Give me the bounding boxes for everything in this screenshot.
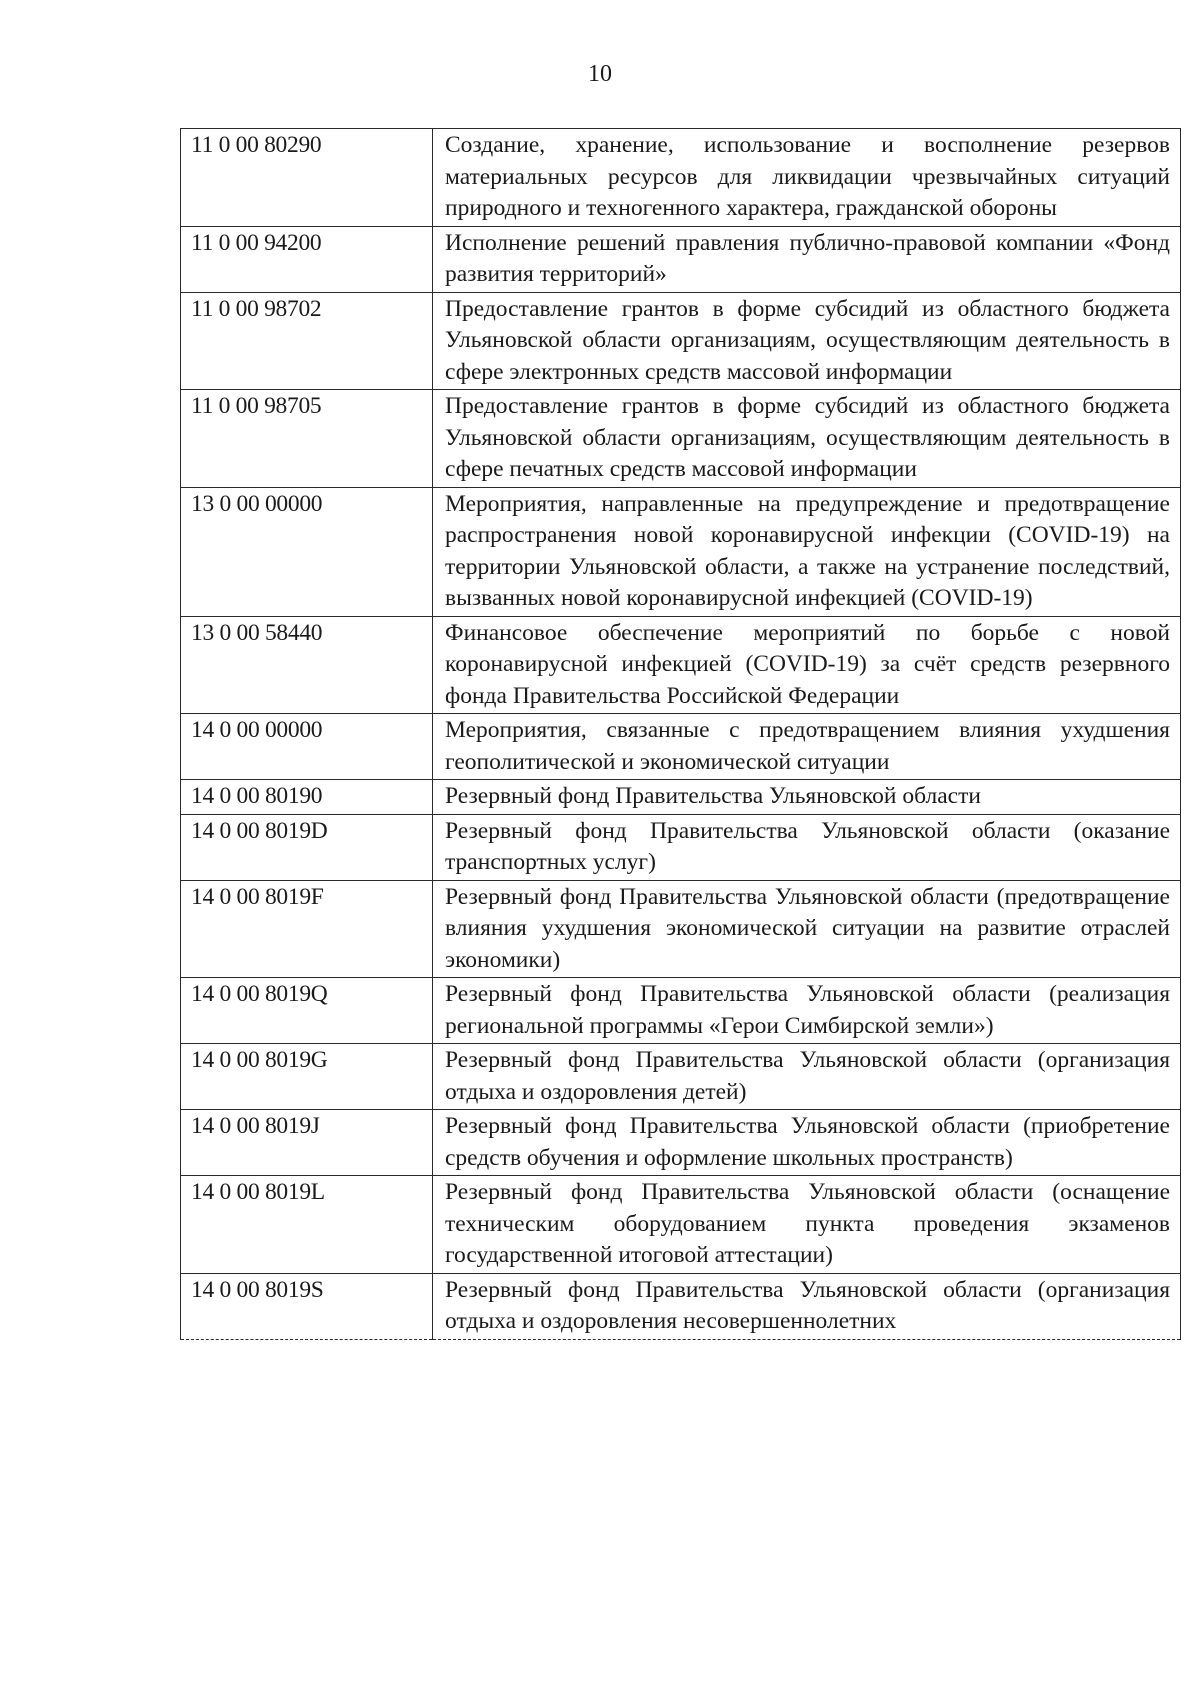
description-cell: Создание, хранение, использование и восполнение резервов материальных ресурсов для ликвидации чрезвычайных ситуаций природного и техногенного характера, гражданской обороны bbox=[433, 129, 1181, 227]
budget-code-cell: 14 0 00 8019F bbox=[181, 880, 433, 978]
budget-code-cell: 14 0 00 8019L bbox=[181, 1176, 433, 1274]
table-row bbox=[181, 1176, 1181, 1274]
budget-code-cell: 14 0 00 8019J bbox=[181, 1110, 433, 1176]
table-row bbox=[181, 390, 1181, 488]
table-row bbox=[181, 226, 1181, 292]
table-row bbox=[181, 129, 1181, 227]
description-cell: Резервный фонд Правительства Ульяновской области bbox=[433, 780, 1181, 815]
budget-code-cell: 14 0 00 00000 bbox=[181, 714, 433, 780]
budget-code-table bbox=[180, 128, 1181, 1340]
table-row bbox=[181, 880, 1181, 978]
budget-code-cell: 11 0 00 80290 bbox=[181, 129, 433, 227]
table-row bbox=[181, 487, 1181, 616]
description-cell: Мероприятия, связанные с предотвращением влияния ухудшения геополитической и экономической ситуации bbox=[433, 714, 1181, 780]
table-row bbox=[181, 1044, 1181, 1110]
budget-code-cell: 14 0 00 80190 bbox=[181, 780, 433, 815]
page-number: 10 bbox=[588, 61, 612, 87]
budget-code-cell: 13 0 00 00000 bbox=[181, 487, 433, 616]
description-cell: Резервный фонд Правительства Ульяновской области (организация отдыха и оздоровления несовершеннолетних bbox=[433, 1273, 1181, 1339]
description-cell: Финансовое обеспечение мероприятий по борьбе с новой коронавирусной инфекцией (COVID-19) за счёт средств резервного фонда Правительства Российской Федерации bbox=[433, 616, 1181, 714]
description-cell: Резервный фонд Правительства Ульяновской области (оказание транспортных услуг) bbox=[433, 814, 1181, 880]
table-row bbox=[181, 978, 1181, 1044]
budget-code-cell: 14 0 00 8019G bbox=[181, 1044, 433, 1110]
description-cell: Резервный фонд Правительства Ульяновской области (предотвращение влияния ухудшения экономической ситуации на развитие отраслей экономики) bbox=[433, 880, 1181, 978]
table-row bbox=[181, 1273, 1181, 1339]
table-body bbox=[181, 129, 1181, 1340]
budget-code-cell: 13 0 00 58440 bbox=[181, 616, 433, 714]
description-cell: Резервный фонд Правительства Ульяновской области (приобретение средств обучения и оформление школьных пространств) bbox=[433, 1110, 1181, 1176]
budget-code-cell: 14 0 00 8019D bbox=[181, 814, 433, 880]
table-row bbox=[181, 714, 1181, 780]
table-row bbox=[181, 814, 1181, 880]
description-cell: Предоставление грантов в форме субсидий из областного бюджета Ульяновской области организациям, осуществляющим деятельность в сфере печатных средств массовой информации bbox=[433, 390, 1181, 488]
budget-code-cell: 11 0 00 98702 bbox=[181, 292, 433, 390]
budget-code-cell: 11 0 00 94200 bbox=[181, 226, 433, 292]
table-row bbox=[181, 1110, 1181, 1176]
table-row bbox=[181, 616, 1181, 714]
table-row bbox=[181, 292, 1181, 390]
description-cell: Резервный фонд Правительства Ульяновской области (реализация региональной программы «Герои Симбирской земли») bbox=[433, 978, 1181, 1044]
budget-code-cell: 14 0 00 8019Q bbox=[181, 978, 433, 1044]
description-cell: Резервный фонд Правительства Ульяновской области (оснащение техническим оборудованием пункта проведения экзаменов государственной итоговой аттестации) bbox=[433, 1176, 1181, 1274]
description-cell: Исполнение решений правления публично-правовой компании «Фонд развития территорий» bbox=[433, 226, 1181, 292]
budget-code-cell: 14 0 00 8019S bbox=[181, 1273, 433, 1339]
budget-code-cell: 11 0 00 98705 bbox=[181, 390, 433, 488]
table-row bbox=[181, 780, 1181, 815]
description-cell: Предоставление грантов в форме субсидий из областного бюджета Ульяновской области организациям, осуществляющим деятельность в сфере электронных средств массовой информации bbox=[433, 292, 1181, 390]
description-cell: Резервный фонд Правительства Ульяновской области (организация отдыха и оздоровления детей) bbox=[433, 1044, 1181, 1110]
description-cell: Мероприятия, направленные на предупреждение и предотвращение распространения новой коронавирусной инфекции (COVID-19) на территории Ульяновской области, а также на устранение последствий, вызванных новой коронавирусной инфекцией (COVID-19) bbox=[433, 487, 1181, 616]
